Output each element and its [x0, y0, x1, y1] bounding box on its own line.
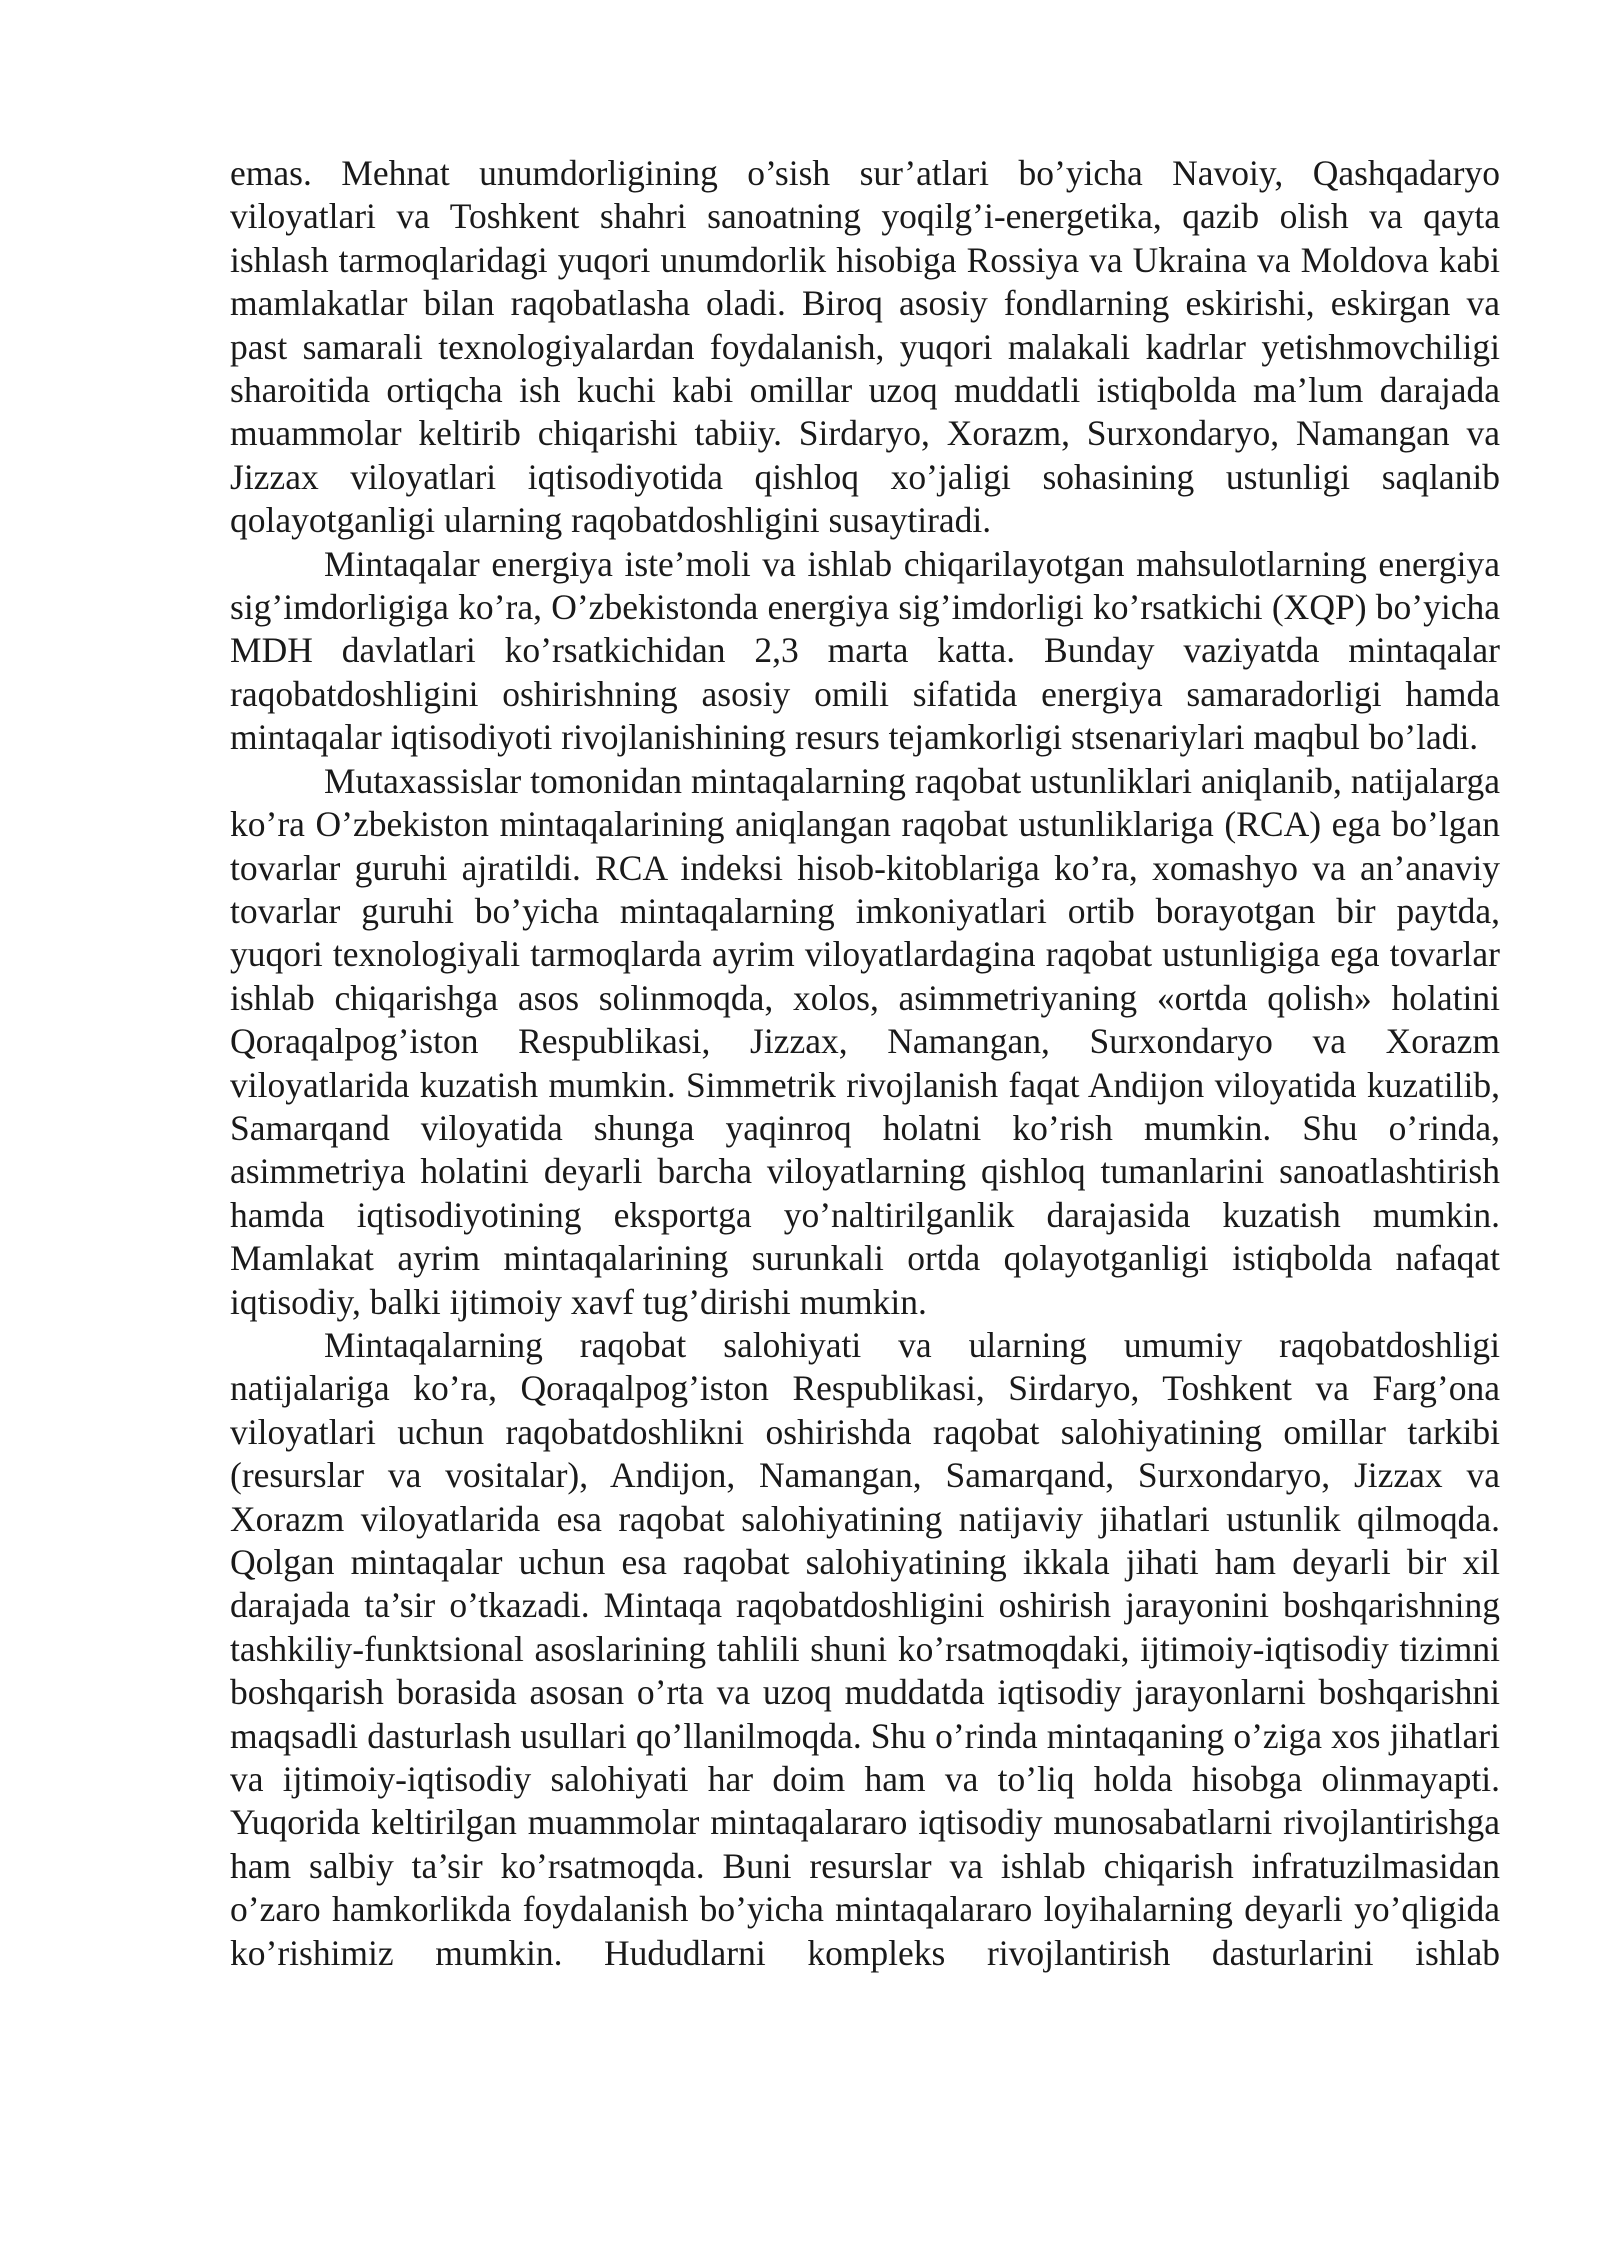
paragraph-3: Mutaxassislar tomonidan mintaqalarning raqobat ustunliklari aniqlanib, natijalarga ko’ra O’zbekiston mintaqalarining aniqlangan raqobat ustunliklariga (RCA) ega bo’lgan tovarlar guruhi ajratildi. RCA indeksi hisob-kitoblariga ko’ra, xomashyo va an’anaviy tovarlar guruhi bo’yicha mintaqalarning imkoniyatlari ortib borayotgan bir paytda, yuqori texnologiyali tarmoqlarda ayrim viloyatlardagina raqobat ustunligiga ega tovarlar ishlab chiqarishga asos solinmoqda, xolos, asimmetriyaning «ortda qolish» holatini Qoraqalpog’iston Respublikasi, Jizzax, Namangan, Surxondaryo va Xorazm viloyatlarida kuzatish mumkin. Simmetrik rivojlanish faqat Andijon viloyatida kuzatilib, Samarqand viloyatida shunga yaqinroq holatni ko’rish mumkin. Shu o’rinda, asimmetriya holatini deyarli barcha viloyatlarning qishloq tumanlarini sanoatlashtirish hamda iqtisodiyotining eksportga yo’naltirilganlik darajasida kuzatish mumkin. Mamlakat ayrim mintaqalarining surunkali ortda qolayotganligi istiqbolda nafaqat iqtisodiy, balki ijtimoiy xavf tug’dirishi mumkin. — [230, 760, 1500, 1322]
document-page — [230, 152, 1500, 1975]
paragraph-1: emas. Mehnat unumdorligining o’sish sur’atlari bo’yicha Navoiy, Qashqadaryo viloyatlari va Toshkent shahri sanoatning yoqilg’i-energetika, qazib olish va qayta ishlash tarmoqlaridagi yuqori unumdorlik hisobiga Rossiya va Ukraina va Moldova kabi mamlakatlar bilan raqobatlasha oladi. Biroq asosiy fondlarning eskirishi, eskirgan va past samarali texnologiyalardan foydalanish, yuqori malakali kadrlar yetishmovchiligi sharoitida ortiqcha ish kuchi kabi omillar uzoq muddatli istiqbolda ma’lum darajada muammolar keltirib chiqarishi tabiiy. Sirdaryo, Xorazm, Surxondaryo, Namangan va Jizzax viloyatlari iqtisodiyotida qishloq xo’jaligi sohasining ustunligi saqlanib qolayotganligi ularning raqobatdoshligini susaytiradi. — [230, 153, 1500, 541]
paragraph-4: Mintaqalarning raqobat salohiyati va ularning umumiy raqobatdoshligi natijalariga ko’ra, Qoraqalpog’iston Respublikasi, Sirdaryo, Toshkent va Farg’ona viloyatlari uchun raqobatdoshlikni oshirishda raqobat salohiyatining omillar tarkibi (resurslar va vositalar), Andijon, Namangan, Samarqand, Surxondaryo, Jizzax va Xorazm viloyatlarida esa raqobat salohiyatining natijaviy jihatlari ustunlik qilmoqda. Qolgan mintaqalar uchun esa raqobat salohiyatining ikkala jihati ham deyarli bir xil darajada ta’sir o’tkazadi. Mintaqa raqobatdoshligini oshirish jarayonini boshqarishning tashkiliy-funktsional asoslarining tahlili shuni ko’rsatmoqdaki, ijtimoiy-iqtisodiy tizimni boshqarish borasida asosan o’rta va uzoq muddatda iqtisodiy jarayonlarni boshqarishni maqsadli dasturlash usullari qo’llanilmoqda. Shu o’rinda mintaqaning o’ziga xos jihatlari va ijtimoiy-iqtisodiy salohiyati har doim ham va to’liq holda hisobga olinmayapti. Yuqorida keltirilgan muammolar mintaqalararo iqtisodiy munosabatlarni rivojlantirishga ham salbiy ta’sir ko’rsatmoqda. Buni resurslar va ishlab chiqarish infratuzilmasidan o’zaro hamkorlikda foydalanish bo’yicha mintaqalararo loyihalarning deyarli yo’qligida ko’rishimiz mumkin. Hududlarni kompleks rivojlantirish dasturlarini ishlab — [230, 1324, 1500, 1973]
paragraph-2: Mintaqalar energiya iste’moli va ishlab chiqarilayotgan mahsulotlarning energiya sig’imdorligiga ko’ra, O’zbekistonda energiya sig’imdorligi ko’rsatkichi (XQP) bo’yicha MDH davlatlari ko’rsatkichidan 2,3 marta katta. Bunday vaziyatda mintaqalar raqobatdoshligini oshirishning asosiy omili sifatida energiya samaradorligi hamda mintaqalar iqtisodiyoti rivojlanishining resurs tejamkorligi stsenariylari maqbul bo’ladi. — [230, 543, 1500, 758]
